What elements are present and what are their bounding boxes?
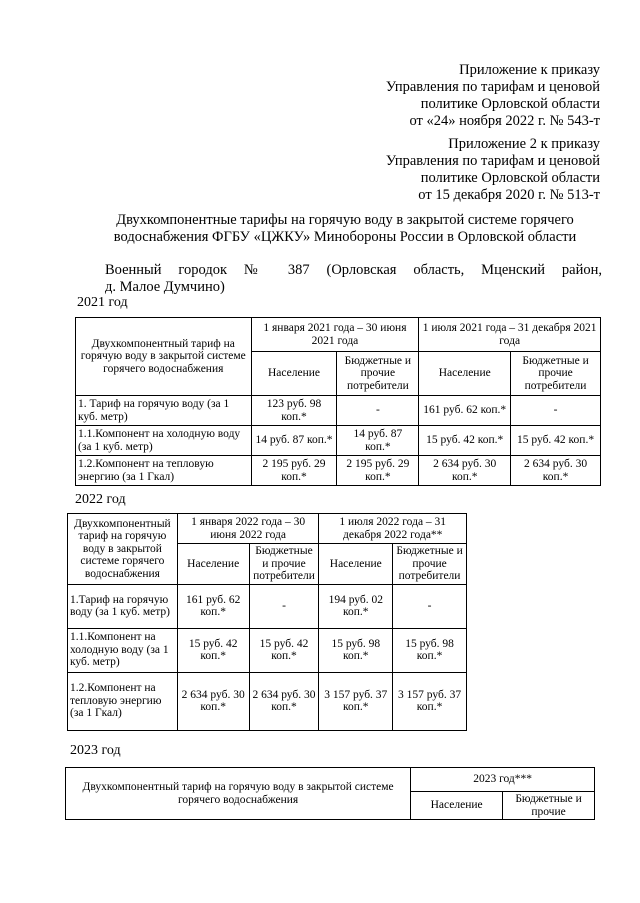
year-heading-2021: 2021 год [77,295,128,310]
table-cell: 15 руб. 98 коп.* [319,628,393,672]
tariff-table-2021 [75,317,601,486]
column-header-cell: Население [177,544,249,585]
table-cell: 15 руб. 42 коп.* [249,628,319,672]
table-cell: 15 руб. 42 коп.* [511,426,601,456]
table-header-cell: Двухкомпонентный тариф на горячую воду в закрытой системе горячего водоснабжения [68,514,178,585]
appendix-header-current [386,62,600,130]
title-line: водоснабжения ФГБУ «ЦЖКУ» Минобороны России в Орловской области [113,229,577,245]
column-header-cell: Население [251,352,337,396]
period-header-cell: 1 июля 2022 года – 31 декабря 2022 года** [319,514,467,544]
header-line: Приложение 2 к приказу [448,136,600,152]
table-header-cell: Двухкомпонентный тариф на горячую воду в закрытой системе горячего водоснабжения [66,768,411,820]
table-cell: 2 634 руб. 30 коп.* [511,456,601,486]
header-line: политике Орловской области [420,96,600,112]
tariff-table-2023 [65,767,595,820]
title-line: Двухкомпонентные тарифы на горячую воду в закрытой системе горячего [116,212,574,228]
column-header-cell: Бюджетные и прочие потребители [511,352,601,396]
table-cell: 2 634 руб. 30 коп.* [177,672,249,730]
table-cell: 15 руб. 42 коп.* [177,628,249,672]
row-label-cell: 1.Тариф на горячую воду (за 1 куб. метр) [68,584,178,628]
period-header-cell: 1 января 2022 года – 30 июня 2022 года [177,514,319,544]
column-header-cell: Бюджетные и прочие потребители [337,352,419,396]
table-cell: - [393,584,467,628]
table-cell: 14 руб. 87 коп.* [337,426,419,456]
table-cell: 161 руб. 62 коп.* [177,584,249,628]
table-cell: 123 руб. 98 коп.* [251,396,337,426]
table-row [68,584,467,628]
row-label-cell: 1.2.Компонент на тепловую энергию (за 1 Гкал) [68,672,178,730]
location-line: д. Малое Думчино) [105,279,225,295]
column-header-cell: Население [319,544,393,585]
year-heading-2022: 2022 год [75,492,126,507]
period-header-cell: 1 июля 2021 года – 31 декабря 2021 года [419,318,601,352]
column-header-cell: Бюджетные и прочие потребители [249,544,319,585]
column-header-cell: Население [411,792,503,820]
table-cell: 161 руб. 62 коп.* [419,396,511,426]
table-row [68,628,467,672]
document-title [105,212,585,246]
table-row [76,456,601,486]
row-label-cell: 1.2.Компонент на тепловую энергию (за 1 Гкал) [76,456,252,486]
header-line: от «24» ноября 2022 г. № 543-т [409,113,600,129]
table-row [76,396,601,426]
year-heading-2023: 2023 год [70,743,121,758]
tariff-table-2022 [67,513,467,731]
column-header-cell: Население [419,352,511,396]
column-header-cell: Бюджетные и прочие потребители [393,544,467,585]
header-line: Приложение к приказу [459,62,600,78]
table-cell: 2 195 руб. 29 коп.* [337,456,419,486]
table-cell: - [249,584,319,628]
row-label-cell: 1.1.Компонент на холодную воду (за 1 куб. метр) [68,628,178,672]
location-line: Военный городок № 387 (Орловская область, Мценский район, [105,262,602,278]
table-cell: 15 руб. 42 коп.* [419,426,511,456]
appendix-header-original [386,136,600,204]
table-cell: 2 634 руб. 30 коп.* [419,456,511,486]
table-cell: 2 195 руб. 29 коп.* [251,456,337,486]
table-cell: - [511,396,601,426]
table-row [68,672,467,730]
header-line: от 15 декабря 2020 г. № 513-т [418,187,600,203]
period-header-cell: 1 января 2021 года – 30 июня 2021 года [251,318,419,352]
table-cell: 3 157 руб. 37 коп.* [319,672,393,730]
row-label-cell: 1.1.Компонент на холодную воду (за 1 куб. метр) [76,426,252,456]
column-header-cell: Бюджетные и прочие [503,792,595,820]
table-cell: 2 634 руб. 30 коп.* [249,672,319,730]
header-line: Управления по тарифам и ценовой [385,79,600,95]
row-label-cell: 1. Тариф на горячую воду (за 1 куб. метр) [76,396,252,426]
period-header-cell: 2023 год*** [411,768,595,792]
location-description [105,262,602,296]
table-cell: - [337,396,419,426]
table-cell: 3 157 руб. 37 коп.* [393,672,467,730]
table-cell: 15 руб. 98 коп.* [393,628,467,672]
table-cell: 194 руб. 02 коп.* [319,584,393,628]
header-line: политике Орловской области [420,170,600,186]
header-line: Управления по тарифам и ценовой [385,153,600,169]
table-cell: 14 руб. 87 коп.* [251,426,337,456]
table-row [76,426,601,456]
table-header-cell: Двухкомпонентный тариф на горячую воду в закрытой системе горячего водоснабжения [76,318,252,396]
